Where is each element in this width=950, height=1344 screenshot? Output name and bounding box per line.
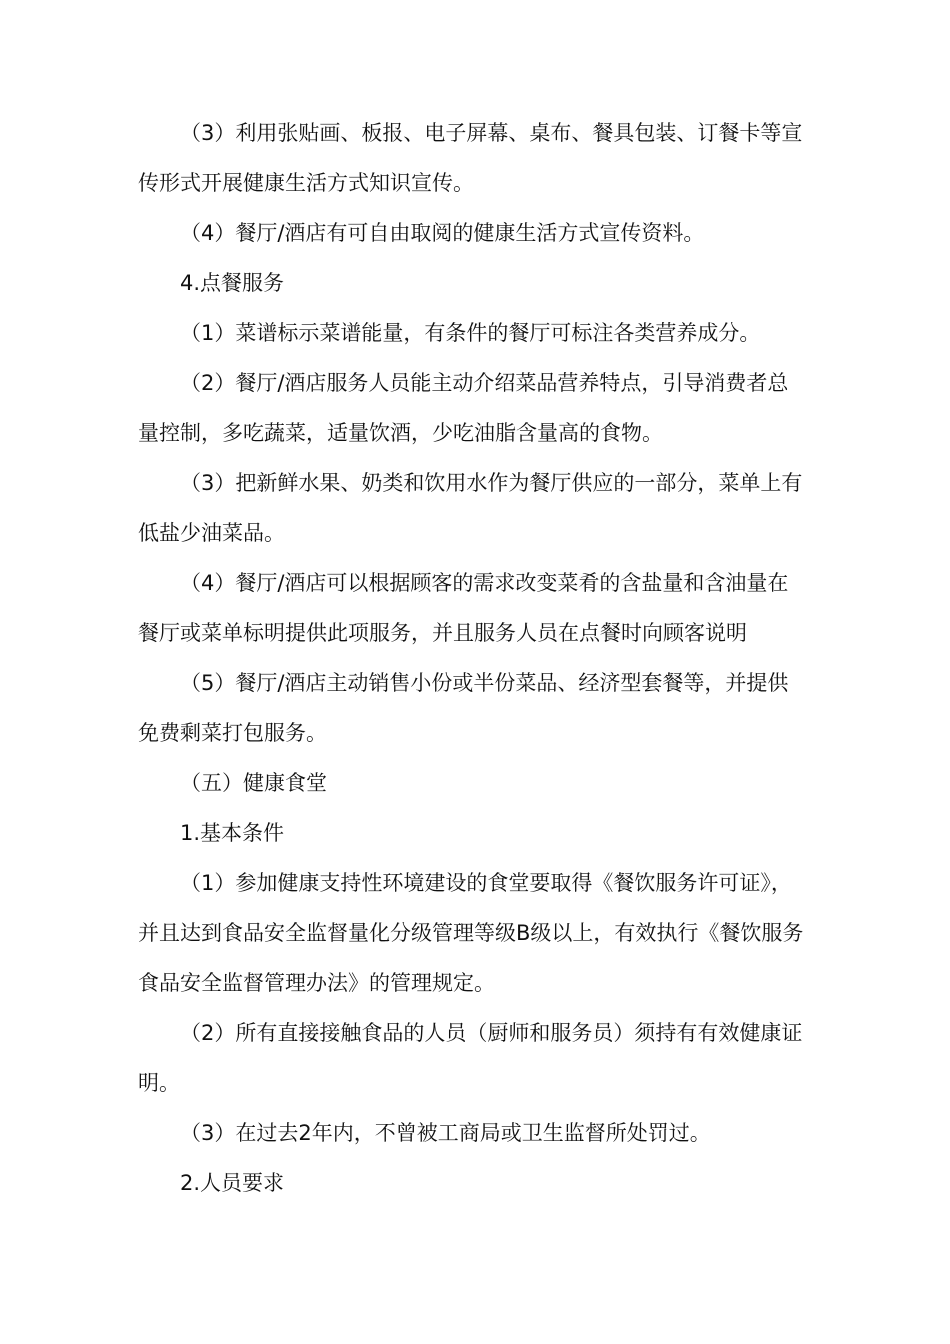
subsection-heading-basic-conditions: 1.基本条件	[180, 821, 285, 845]
section-heading-ordering-service: 4.点餐服务	[180, 271, 285, 295]
paragraph-ordering-2-line-2: 量控制，多吃蔬菜，适量饮酒，少吃油脂含量高的食物。	[138, 421, 663, 445]
paragraph-conditions-1-line-3: 食品安全监督管理办法》的管理规定。	[138, 971, 495, 995]
paragraph-conditions-1-line-1: （1）参加健康支持性环境建设的食堂要取得《餐饮服务许可证》，	[180, 871, 792, 895]
subsection-heading-staff-requirements: 2.人员要求	[180, 1171, 285, 1195]
paragraph-ordering-3-line-2: 低盐少油菜品。	[138, 521, 285, 545]
paragraph-ordering-3-line-1: （3）把新鲜水果、奶类和饮用水作为餐厅供应的一部分，菜单上有	[180, 471, 803, 495]
paragraph-ordering-2-line-1: （2）餐厅/酒店服务人员能主动介绍菜品营养特点，引导消费者总	[180, 371, 789, 395]
paragraph-ordering-4-line-1: （4）餐厅/酒店可以根据顾客的需求改变菜肴的含盐量和含油量在	[180, 571, 789, 595]
paragraph-ordering-1: （1）菜谱标示菜谱能量，有条件的餐厅可标注各类营养成分。	[180, 321, 761, 345]
paragraph-item-3-line-1: （3）利用张贴画、板报、电子屏幕、桌布、餐具包装、订餐卡等宣	[180, 121, 803, 145]
paragraph-ordering-5-line-2: 免费剩菜打包服务。	[138, 721, 327, 745]
paragraph-ordering-5-line-1: （5）餐厅/酒店主动销售小份或半份菜品、经济型套餐等，并提供	[180, 671, 789, 695]
paragraph-conditions-1-line-2: 并且达到食品安全监督量化分级管理等级B级以上，有效执行《餐饮服务	[138, 921, 804, 945]
paragraph-conditions-2-line-2: 明。	[138, 1071, 180, 1095]
paragraph-item-4: （4）餐厅/酒店有可自由取阅的健康生活方式宣传资料。	[180, 221, 705, 245]
section-heading-healthy-canteen: （五）健康食堂	[180, 771, 327, 795]
paragraph-ordering-4-line-2: 餐厅或菜单标明提供此项服务，并且服务人员在点餐时向顾客说明	[138, 621, 747, 645]
paragraph-conditions-3: （3）在过去2年内，不曾被工商局或卫生监督所处罚过。	[180, 1121, 711, 1145]
paragraph-item-3-line-2: 传形式开展健康生活方式知识宣传。	[138, 171, 474, 195]
paragraph-conditions-2-line-1: （2）所有直接接触食品的人员（厨师和服务员）须持有有效健康证	[180, 1021, 803, 1045]
